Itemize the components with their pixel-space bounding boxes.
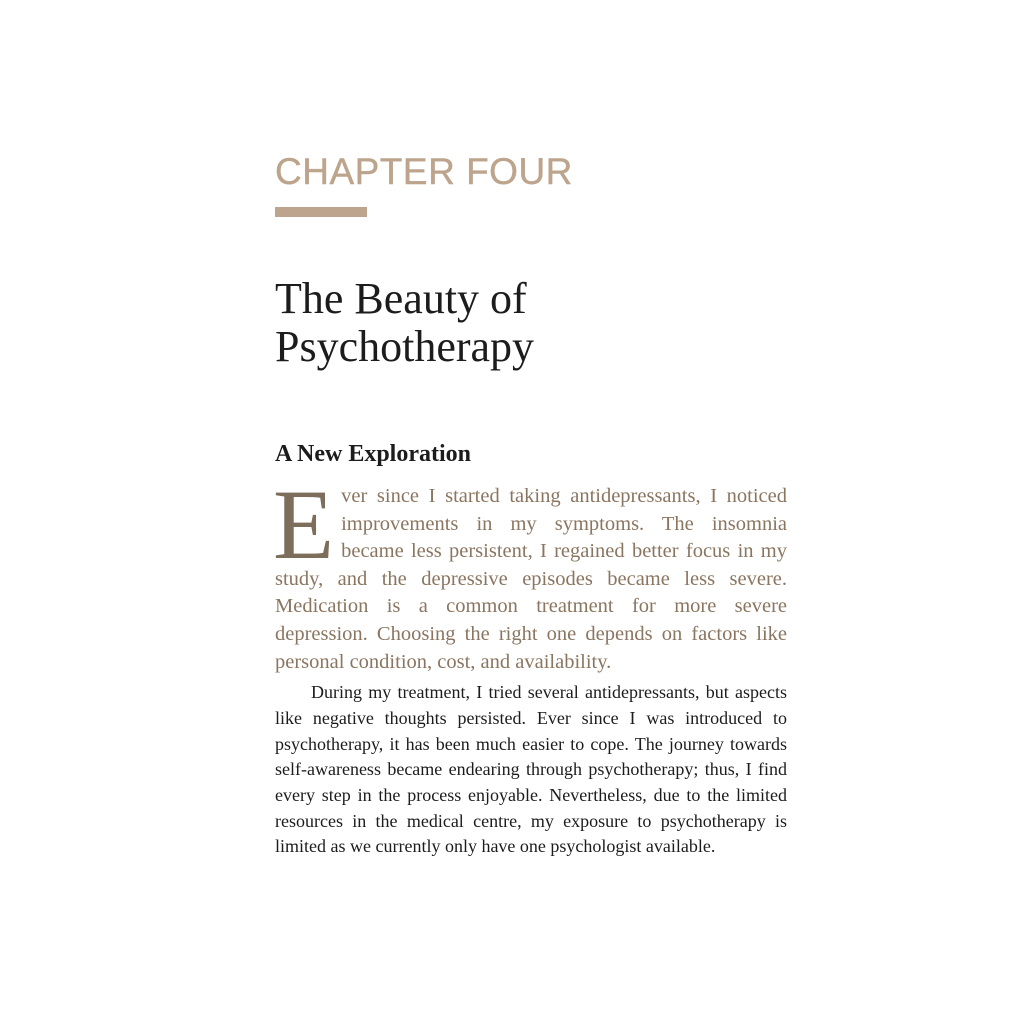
lead-paragraph (273, 469, 787, 676)
section-heading: A New Exploration (275, 441, 472, 467)
body-paragraph: During my treatment, I tried several antidepressants, but aspects like negative thoughts persisted. Ever since I was introduced to psychotherapy, it has been much easier to cope. The journey towards self-awareness became endearing through psychotherapy; thus, I find every step in the process enjoyable. Nevertheless, due to the limited resources in the medical centre, my exposure to psychotherapy is limited as we currently only have one psychologist available. (275, 682, 787, 857)
drop-cap: E (273, 469, 335, 580)
text-column (275, 150, 787, 860)
lead-paragraph-text: ver since I started taking antidepressants, I noticed improvements in my symptoms. The insomnia became less persistent, I regained better focus in my study, and the depressive episodes became less severe. Medication is a common treatment for more severe depression. Choosing the right one depends on factors like personal condition, cost, and availability. (275, 485, 787, 673)
chapter-rule (275, 207, 367, 217)
chapter-title: The Beauty of Psychotherapy (275, 274, 535, 371)
chapter-label: CHAPTER FOUR (275, 151, 573, 192)
